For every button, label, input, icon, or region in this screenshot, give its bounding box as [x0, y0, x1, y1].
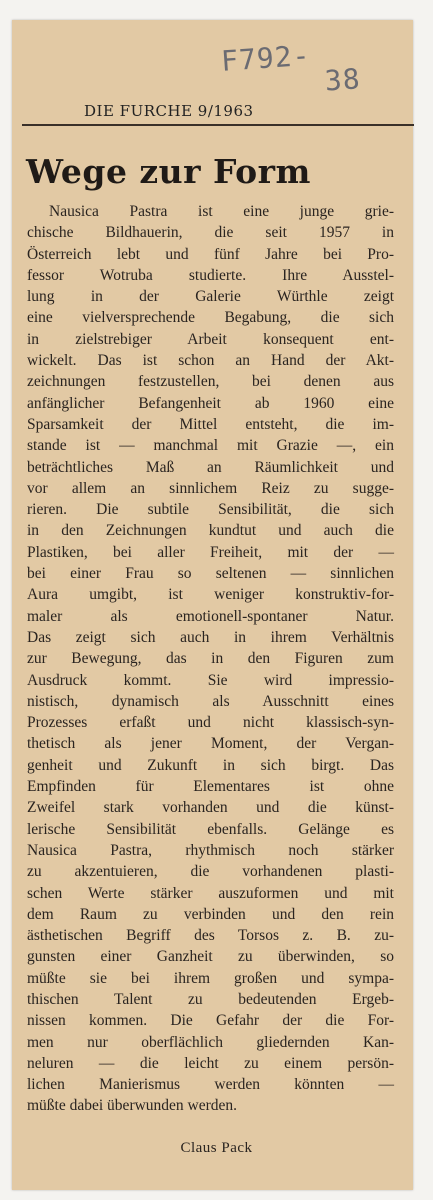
article-line: müßte dabei überwunden werden. — [27, 1097, 238, 1115]
author-byline: Claus Pack — [180, 1140, 253, 1156]
article-line: schen Werte stärker auszuformen und mit — [27, 884, 394, 902]
article-line: wickelt. Das ist schon an Hand der Akt- — [27, 352, 394, 370]
article-line: Ausdruck kommt. Sie wird impressio- — [27, 671, 394, 689]
article-line: beträchtliches Maß an Räumlichkeit und — [27, 458, 394, 476]
article-line: Empfinden für Elementares ist ohne — [27, 778, 394, 796]
article-line: neluren — die leicht zu einem persön- — [27, 1054, 394, 1072]
article-line: thischen Talent zu bedeutenden Ergeb- — [27, 990, 394, 1008]
article-line: bei einer Frau so seltenen — sinnlichen — [27, 565, 394, 583]
article-body — [27, 201, 394, 1117]
article-line: nissen kommen. Die Gefahr der die For- — [27, 1012, 394, 1030]
article-line: eine vielversprechende Begabung, die sich — [27, 309, 394, 327]
article-line: genheit und Zukunft in sich birgt. Das — [27, 756, 394, 774]
article-line: chische Bildhauerin, die seit 1957 in — [27, 224, 394, 242]
masthead-rule — [22, 124, 414, 126]
article-line: vor allem an sinnlichem Reiz zu sugge- — [27, 479, 394, 497]
article-line: stande ist — manchmal mit Grazie —, ein — [27, 437, 394, 455]
article-line: Nausica Pastra, rhythmisch noch stärker — [27, 841, 394, 859]
article-line: nistisch, dynamisch als Ausschnitt eines — [27, 692, 394, 710]
handwritten-archive-note — [220, 35, 362, 104]
article-line: Das zeigt sich auch in ihrem Verhältnis — [27, 628, 394, 646]
headline: Wege zur Form — [26, 152, 311, 191]
masthead: DIE FURCHE 9/1963 — [84, 102, 254, 120]
article-line: ästhetischen Begriff des Torsos z. B. zu- — [27, 927, 394, 945]
article-line: Zweifel stark vorhanden und die künst- — [27, 799, 394, 817]
article-line: Plastiken, bei aller Freiheit, mit der — — [27, 543, 394, 561]
article-line: zur Bewegung, das in den Figuren zum — [27, 650, 394, 668]
article-line: dem Raum zu verbinden und den rein — [27, 905, 394, 923]
article-line: lerische Sensibilität ebenfalls. Gelänge es — [27, 820, 394, 838]
archive-number: 38 — [323, 62, 362, 98]
article-line: thetisch als jener Moment, der Vergan- — [27, 735, 394, 753]
article-line: Nausica Pastra ist eine junge grie- — [49, 203, 394, 220]
article-line: maler als emotionell-spontaner Natur. — [27, 607, 394, 625]
article-line: gunsten einer Ganzheit zu überwinden, so — [27, 948, 394, 966]
article-line: anfänglicher Befangenheit ab 1960 eine — [27, 394, 394, 412]
article-line: zeichnungen festzustellen, bei denen aus — [27, 373, 394, 391]
article-line: Prozesses erfaßt und nicht klassisch-syn- — [27, 714, 394, 732]
article-line: men nur oberflächlich gliedernden Kan- — [27, 1033, 394, 1051]
article-line: rieren. Die subtile Sensibilität, die sich — [27, 501, 394, 519]
archive-code: F792- — [220, 38, 312, 78]
article-line: zu akzentuieren, die vorhandenen plasti- — [27, 863, 394, 881]
article-line: lichen Manierismus werden könnten — — [27, 1076, 394, 1094]
article-line: fessor Wotruba studierte. Ihre Ausstel- — [27, 266, 394, 284]
article-line: Sparsamkeit der Mittel entsteht, die im- — [27, 415, 394, 433]
article-line: Österreich lebt und fünf Jahre bei Pro- — [27, 245, 394, 263]
article-line: lung in der Galerie Würthle zeigt — [27, 288, 394, 306]
article-line: in den Zeichnungen kundtut und auch die — [27, 522, 394, 540]
article-line: in zielstrebiger Arbeit konsequent ent- — [27, 330, 394, 348]
article-line: Aura umgibt, ist weniger konstruktiv-for- — [27, 586, 394, 604]
article-line: müßte sie bei ihrem großen und sympa- — [27, 969, 394, 987]
